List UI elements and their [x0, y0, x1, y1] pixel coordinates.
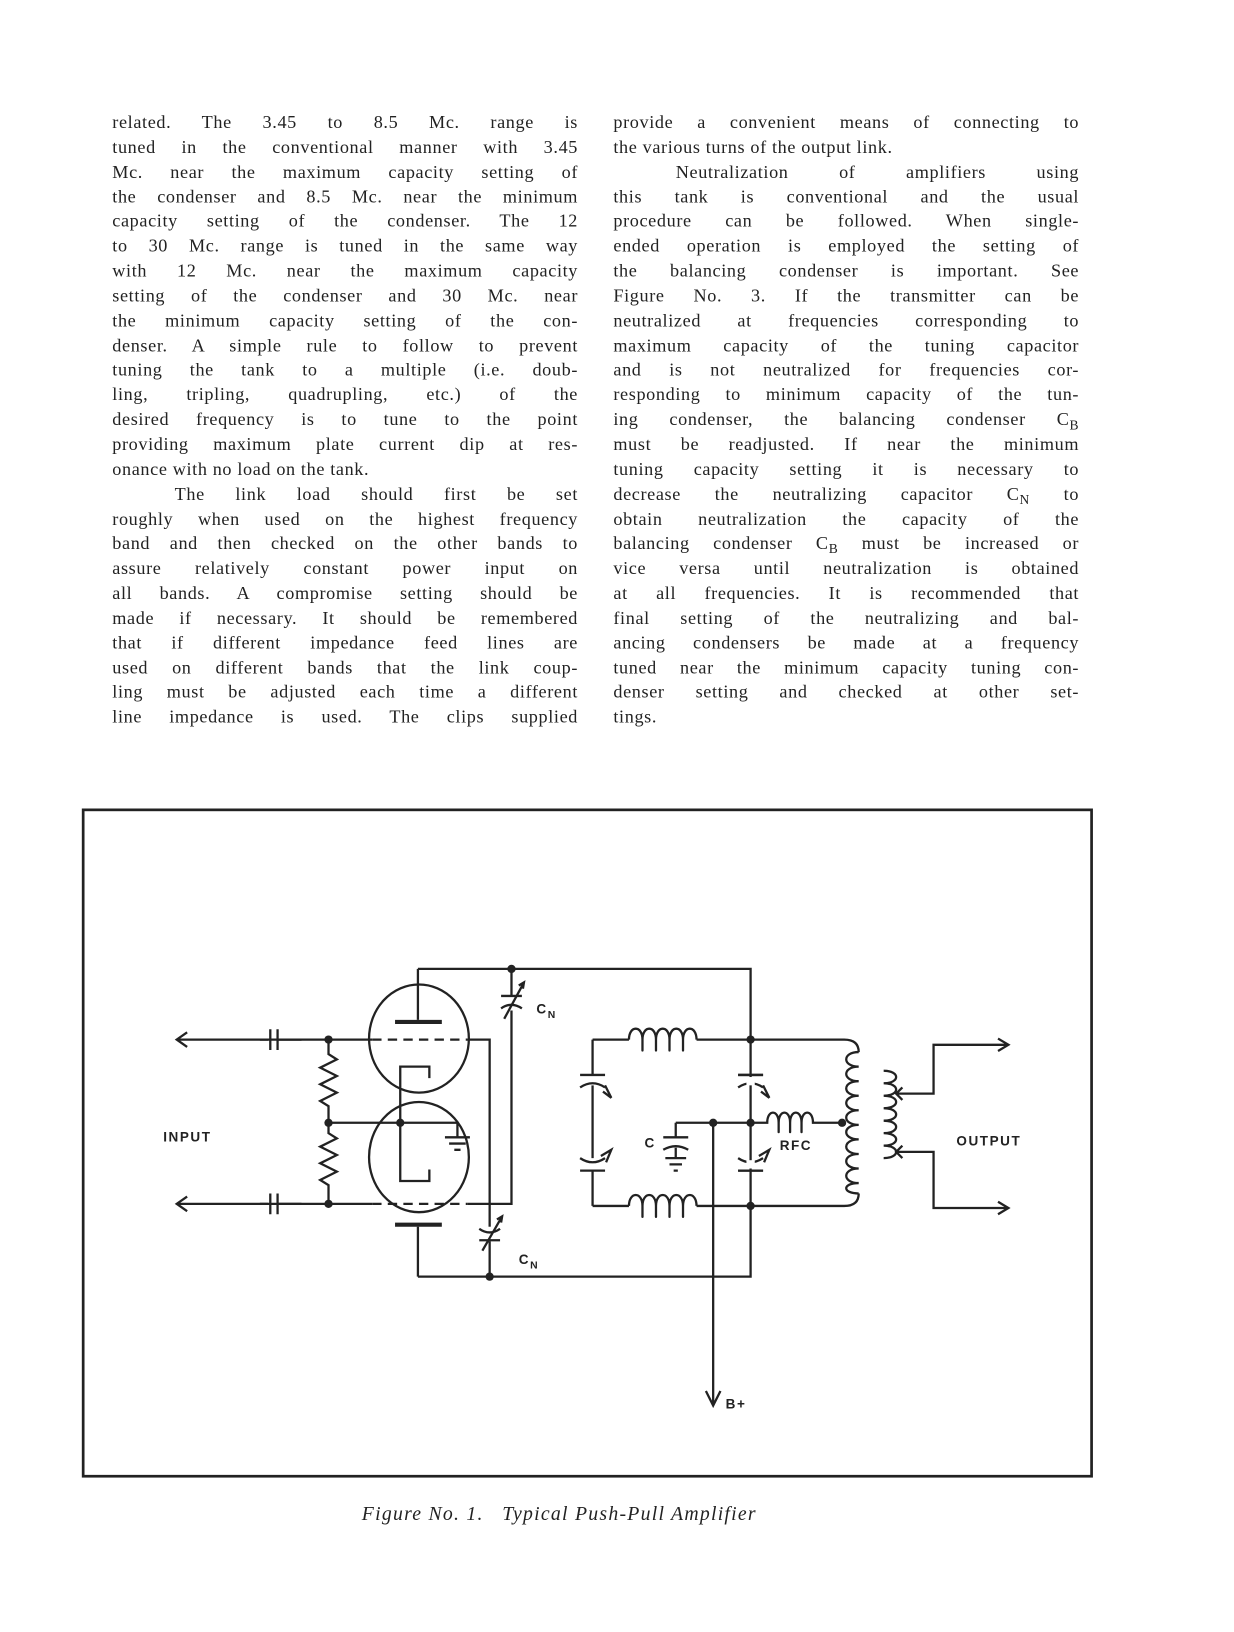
- text-line: ing condenser, the balancing condenser $C_B$: [613, 408, 1080, 433]
- text-line: providing maximum plate current dip at res-: [112, 433, 579, 455]
- text-line: tings.: [613, 706, 658, 727]
- text-line: the balancing condenser is important. See: [613, 259, 1080, 281]
- text-line: setting of the condenser and 30 Mc. near: [112, 284, 579, 306]
- text-line: responding to minimum capacity of the tun-: [613, 383, 1080, 405]
- figure-border: [83, 810, 1091, 1476]
- text-line: ancing condensers be made at a frequency: [613, 631, 1080, 653]
- text-line: balancing condenser $C_B$ must be increased or: [613, 532, 1080, 557]
- c-label: C: [644, 1135, 656, 1151]
- text-line: the minimum capacity setting of the con-: [112, 309, 579, 331]
- figure-caption: Figure No. 1. Typical Push-Pull Amplifier: [361, 1503, 757, 1526]
- text-line: final setting of the neutralizing and bal-: [613, 606, 1080, 628]
- text-line: to 30 Mc. range is tuned in the same way: [112, 235, 579, 256]
- cn-top-label: $C_N$: [536, 1001, 557, 1021]
- text-line: Mc. near the maximum capacity setting of: [112, 160, 579, 182]
- rfc-choke: [751, 1113, 842, 1132]
- text-line: must be readjusted. If near the minimum: [613, 433, 1080, 455]
- text-line: ling must be adjusted each time a different: [112, 681, 579, 703]
- text-line: at all frequencies. It is recommended that: [613, 582, 1080, 604]
- text-line: made if necessary. It should be remembered: [112, 606, 579, 628]
- text-line: with 12 Mc. near the maximum capacity: [112, 259, 579, 281]
- text-line: line impedance is used. The clips supplied: [112, 706, 579, 727]
- text-line: this tank is conventional and the usual: [613, 185, 1080, 207]
- bypass-capacitor: [663, 1123, 750, 1171]
- text-line: maximum capacity of the tuning capacitor: [613, 334, 1080, 356]
- text-line: denser. A simple rule to follow to prevent: [112, 334, 579, 356]
- text-line: and is not neutralized for frequencies cor-: [613, 359, 1080, 380]
- text-line: denser setting and checked at other set-: [613, 681, 1080, 703]
- text-line: ended operation is employed the setting of: [613, 235, 1080, 256]
- text-line: tuning the tank to a multiple (i.e. doub-: [112, 359, 579, 380]
- text-line: procedure can be followed. When single-: [613, 210, 1080, 232]
- text-line: Neutralization of amplifiers using: [675, 160, 1080, 182]
- text-line: decrease the neutralizing capacitor $C_N$ to: [613, 483, 1080, 507]
- text-line: obtain neutralization the capacity of the: [613, 507, 1080, 529]
- input-arrows: [177, 1029, 302, 1214]
- text-line: Figure No. 3. If the transmitter can be: [613, 284, 1080, 306]
- text-line: tuning capacity setting it is necessary to: [613, 458, 1080, 480]
- text-line: ling, tripling, quadrupling, etc.) of the: [112, 383, 579, 405]
- text-line: that if different impedance feed lines are: [112, 631, 579, 653]
- grid-resistors: [320, 1040, 470, 1204]
- text-line: neutralized at frequencies corresponding to: [613, 309, 1080, 331]
- input-label: INPUT: [163, 1129, 212, 1145]
- text-line: the various turns of the output link.: [613, 136, 893, 157]
- text-line: band and then checked on the other bands to: [112, 532, 579, 554]
- text-line: related. The 3.45 to 8.5 Mc. range is: [112, 111, 579, 133]
- text-line: The link load should first be set: [174, 483, 579, 504]
- output-link-coil: [884, 1039, 1009, 1215]
- b-plus-label: B+: [725, 1396, 747, 1412]
- text-line: provide a convenient means of connecting to: [613, 111, 1080, 133]
- vacuum-tube-lower: [369, 1102, 469, 1277]
- text-line: used on different bands that the link coup-: [112, 656, 579, 678]
- text-line: capacity setting of the condenser. The 12: [112, 210, 579, 232]
- text-line: tuned near the minimum capacity tuning con-: [613, 656, 1080, 678]
- b-plus-lead: [706, 1123, 721, 1406]
- text-line: onance with no load on the tank.: [112, 458, 370, 480]
- text-line: tuned in the conventional manner with 3.45: [112, 136, 579, 157]
- text-line: vice versa until neutralization is obtained: [613, 557, 1080, 579]
- cn-bottom-label: $C_N$: [518, 1252, 540, 1272]
- vacuum-tube-upper: [369, 969, 469, 1093]
- text-line: desired frequency is to tune to the point: [112, 408, 579, 430]
- output-label: OUTPUT: [956, 1133, 1022, 1149]
- text-line: roughly when used on the highest frequency: [112, 507, 579, 529]
- text-line: assure relatively constant power input on: [112, 557, 579, 579]
- text-line: the condenser and 8.5 Mc. near the minimum: [112, 185, 579, 207]
- text-line: all bands. A compromise setting should be: [112, 582, 579, 604]
- rfc-label: RFC: [779, 1137, 813, 1153]
